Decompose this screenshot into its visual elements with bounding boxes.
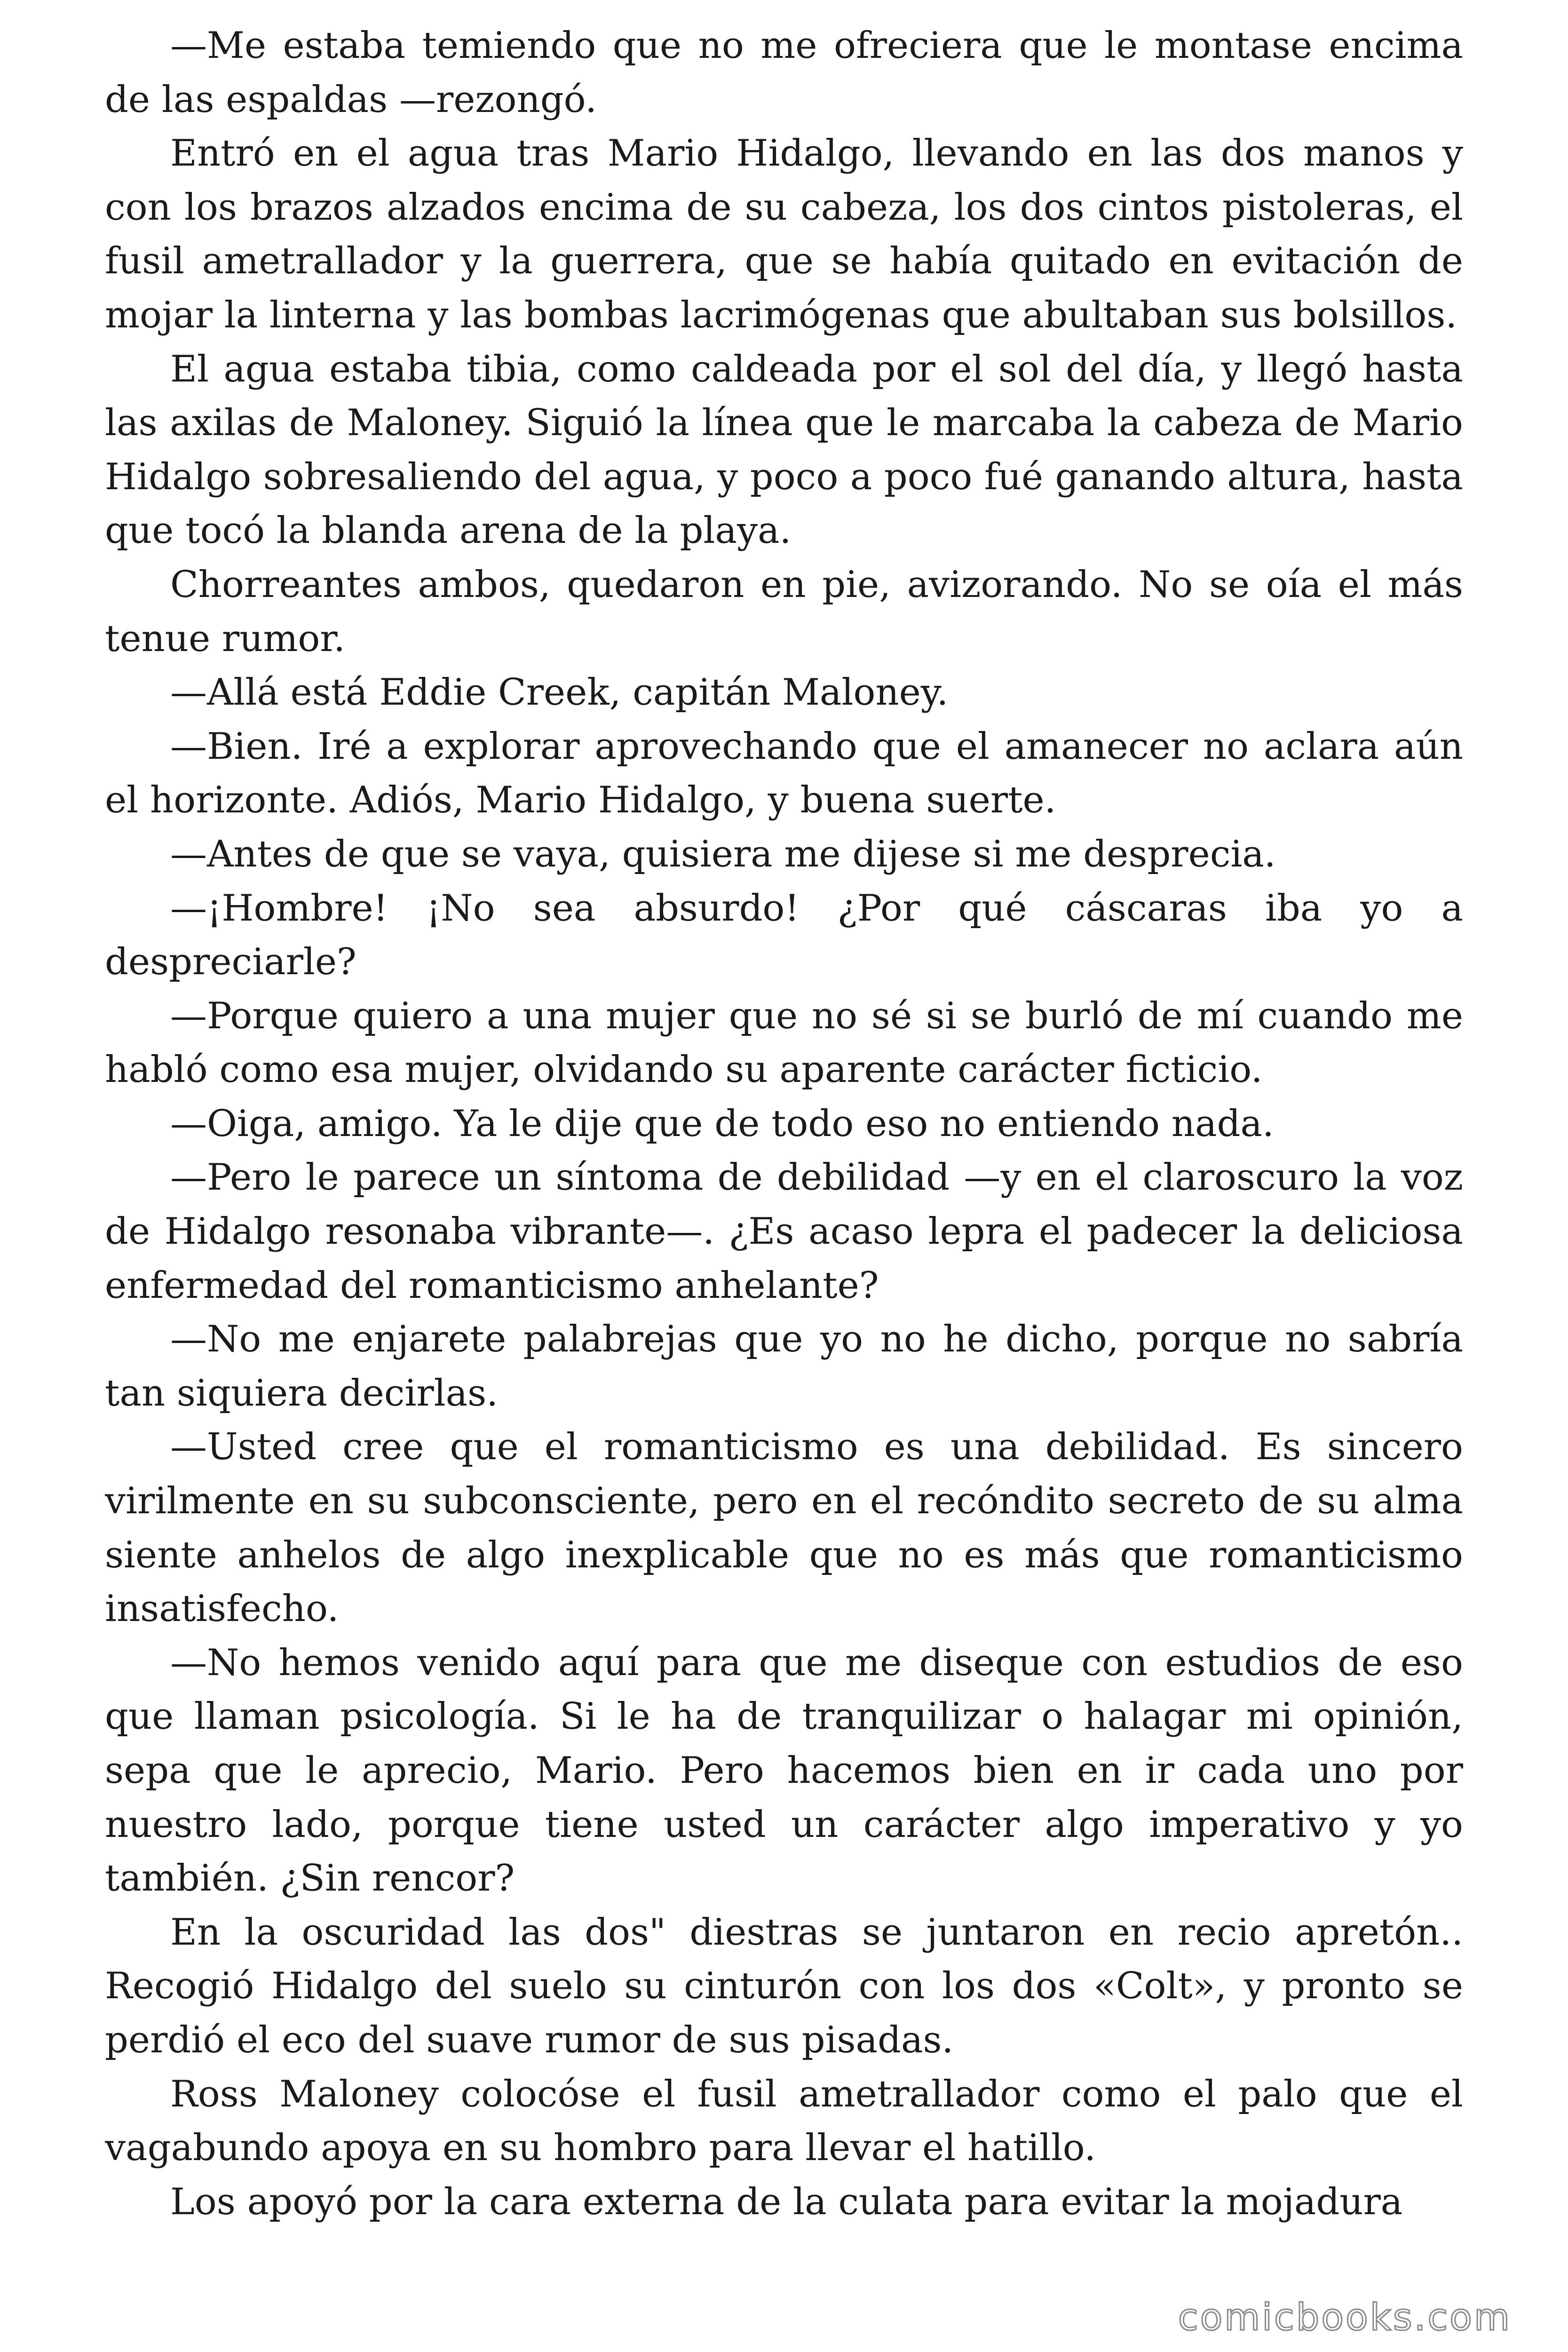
document-page bbox=[105, 19, 1463, 2305]
paragraph: Ross Maloney colocóse el fusil ametrallador como el palo que el vagabundo apoya en su hombro para llevar el hatillo. bbox=[105, 2073, 1463, 2169]
paragraph: En la oscuridad las dos" diestras se juntaron en recio apretón.. Recogió Hidalgo del suelo su cinturón con los dos «Colt», y pronto se perdió el eco del suave rumor de sus pisadas. bbox=[105, 1911, 1463, 2061]
paragraph: —Antes de que se vaya, quisiera me dijese si me desprecia. bbox=[170, 833, 1276, 875]
paragraph: —Porque quiero a una mujer que no sé si se burló de mí cuando me habló como esa mujer, olvidando su aparente carácter ficticio. bbox=[105, 994, 1463, 1091]
paragraph: —Me estaba temiendo que no me ofreciera que le montase encima de las espaldas —rezongó. bbox=[105, 24, 1463, 121]
paragraph: Entró en el agua tras Mario Hidalgo, llevando en las dos manos y con los brazos alzados encima de su cabeza, los dos cintos pistoleras, el fusil ametrallador y la guerrera, que se había quitado en evitación de mojar la linterna y las bombas lacrimógenas que abultaban sus bolsillos. bbox=[105, 132, 1463, 336]
paragraph: El agua estaba tibia, como caldeada por el sol del día, y llegó hasta las axilas de Maloney. Siguió la línea que le marcaba la cabeza de Mario Hidalgo sobresaliendo del agua, y poco a poco fué ganando altura, hasta que tocó la blanda arena de la playa. bbox=[105, 348, 1463, 552]
paragraph: Los apoyó por la cara externa de la culata para evitar la mojadura bbox=[170, 2180, 1403, 2223]
paragraph: Chorreantes ambos, quedaron en pie, avizorando. No se oía el más tenue rumor. bbox=[105, 563, 1463, 660]
paragraph: —Pero le parece un síntoma de debilidad —y en el claroscuro la voz de Hidalgo resonaba vibrante—. ¿Es acaso lepra el padecer la deliciosa enfermedad del romanticismo anhelante? bbox=[105, 1156, 1463, 1307]
paragraph: —Usted cree que el romanticismo es una debilidad. Es sincero virilmente en su subconsciente, pero en el recóndito secreto de su alma siente anhelos de algo inexplicable que no es más que romanticismo insatisfecho. bbox=[105, 1426, 1463, 1630]
watermark: comicbooks.com bbox=[1178, 2296, 1512, 2339]
paragraph: —No me enjarete palabrejas que yo no he dicho, porque no sabría tan siquiera decirlas. bbox=[105, 1318, 1463, 1414]
paragraph: —Allá está Eddie Creek, capitán Maloney. bbox=[170, 671, 949, 714]
paragraph: —Bien. Iré a explorar aprovechando que el amanecer no aclara aún el horizonte. Adiós, Mario Hidalgo, y buena suerte. bbox=[105, 725, 1463, 822]
paragraph: —No hemos venido aquí para que me diseque con estudios de eso que llaman psicología. Si le ha de tranquilizar o halagar mi opinión, sepa que le aprecio, Mario. Pero hacemos bien en ir cada uno por nuestro lado, porque tiene usted un carácter algo imperativo y yo también. ¿Sin rencor? bbox=[105, 1641, 1463, 1900]
paragraph: —¡Hombre! ¡No sea absurdo! ¿Por qué cáscaras iba yo a despreciarle? bbox=[105, 887, 1463, 984]
paragraph: —Oiga, amigo. Ya le dije que de todo eso no entiendo nada. bbox=[170, 1102, 1274, 1145]
